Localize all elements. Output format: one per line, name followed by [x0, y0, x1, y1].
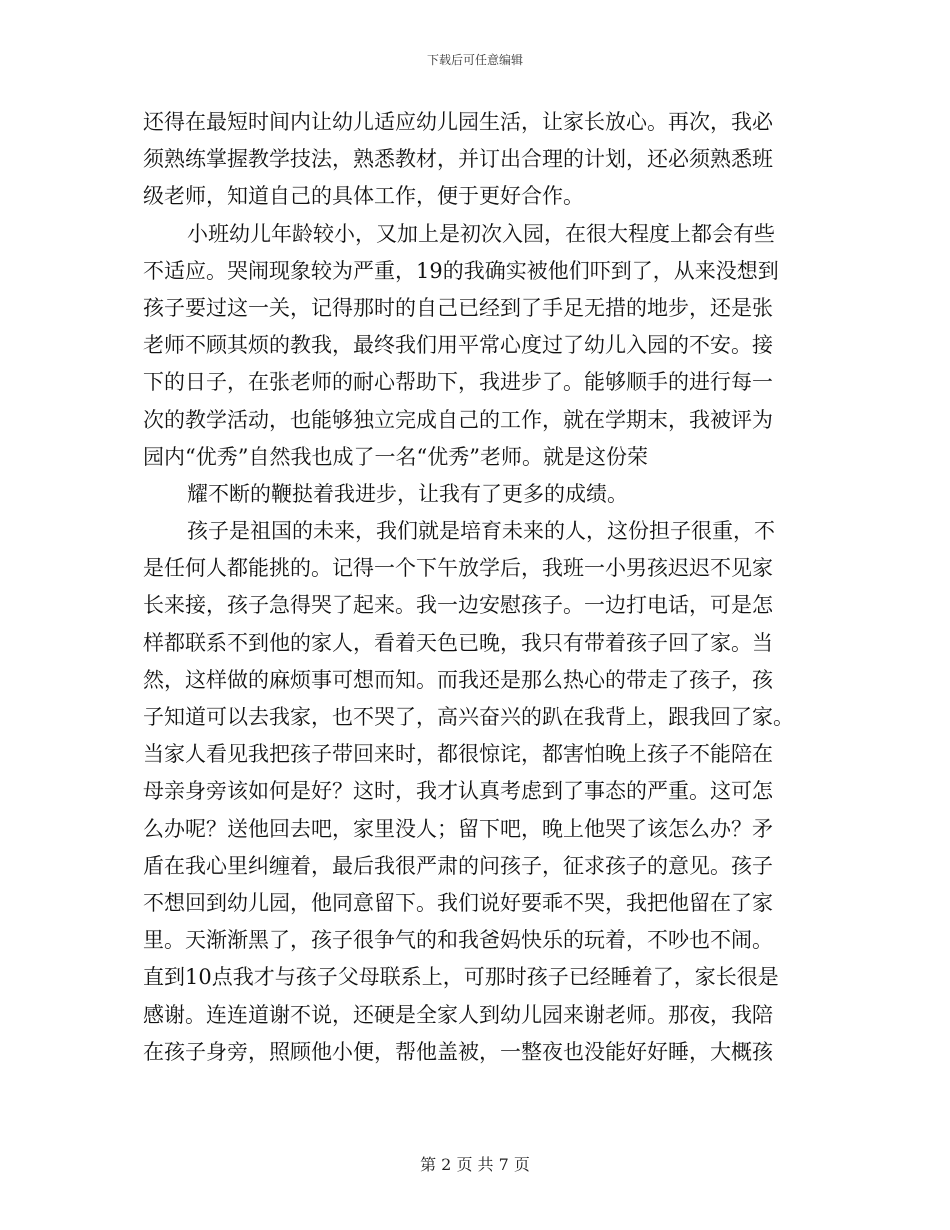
text-line: 不想回到幼儿园，他同意留下。我们说好要乖不哭，我把他留在了家: [143, 890, 773, 915]
text-line: 然，这样做的麻烦事可想而知。而我还是那么热心的带走了孩子，孩: [143, 667, 773, 692]
text-line: 当家人看见我把孩子带回来时，都很惊诧，都害怕晚上孩子不能陪在: [143, 742, 773, 767]
text-line: 直到10点我才与孩子父母联系上，可那时孩子已经睡着了，家长很是: [143, 965, 779, 990]
text-line: 不适应。哭闹现象较为严重，19的我确实被他们吓到了，从来没想到: [143, 258, 779, 283]
text-line: 小班幼儿年龄较小，又加上是初次入园，在很大程度上都会有些: [187, 221, 775, 246]
text-line: 样都联系不到他的家人，看着天色已晚，我只有带着孩子回了家。当: [143, 630, 773, 655]
text-line: 下的日子，在张老师的耐心帮助下，我进步了。能够顺手的进行每一: [143, 370, 773, 395]
text-line: 感谢。连连道谢不说，还硬是全家人到幼儿园来谢老师。那夜，我陪: [143, 1002, 773, 1027]
text-line: 老师不顾其烦的教我，最终我们用平常心度过了幼儿入园的不安。接: [143, 333, 773, 358]
text-line: 母亲身旁该如何是好？这时，我才认真考虑到了事态的严重。这可怎: [143, 779, 773, 804]
text-line: 是任何人都能挑的。记得一个下午放学后，我班一小男孩迟迟不见家: [143, 556, 773, 581]
text-line: 孩子要过这一关，记得那时的自己已经到了手足无措的地步，还是张: [143, 295, 773, 320]
page-header: 下载后可任意编辑: [426, 53, 523, 67]
text-line: 在孩子身旁，照顾他小便，帮他盖被，一整夜也没能好好睡，大概孩: [143, 1039, 773, 1064]
text-line: 须熟练掌握教学技法，熟悉教材，并订出合理的计划，还必须熟悉班: [143, 147, 773, 172]
text-line: 长来接，孩子急得哭了起来。我一边安慰孩子。一边打电话，可是怎: [143, 593, 773, 618]
text-line: 园内“优秀”自然我也成了一名“优秀”老师。就是这份荣: [143, 444, 648, 469]
text-line: 级老师，知道自己的具体工作，便于更好合作。: [143, 184, 584, 209]
text-line: 次的教学活动，也能够独立完成自己的工作，就在学期末，我被评为: [143, 407, 773, 432]
text-line: 子知道可以去我家，也不哭了，高兴奋兴的趴在我背上，跟我回了家。: [143, 705, 794, 729]
text-line: 孩子是祖国的未来，我们就是培育未来的人，这份担子很重，不: [187, 519, 775, 544]
page-number-footer: 第 2 页 共 7 页: [420, 1155, 530, 1174]
text-line: 么办呢？送他回去吧，家里没人；留下吧，晚上他哭了该怎么办？矛: [143, 816, 773, 841]
text-line: 里。天渐渐黑了，孩子很争气的和我爸妈快乐的玩着，不吵也不闹。: [143, 928, 773, 953]
text-line: 盾在我心里纠缠着，最后我很严肃的问孩子，征求孩子的意见。孩子: [143, 853, 773, 878]
text-line: 耀不断的鞭挞着我进步，让我有了更多的成绩。: [187, 481, 628, 506]
document-body: [143, 104, 803, 1071]
text-line: 还得在最短时间内让幼儿适应幼儿园生活，让家长放心。再次，我必: [143, 110, 773, 134]
